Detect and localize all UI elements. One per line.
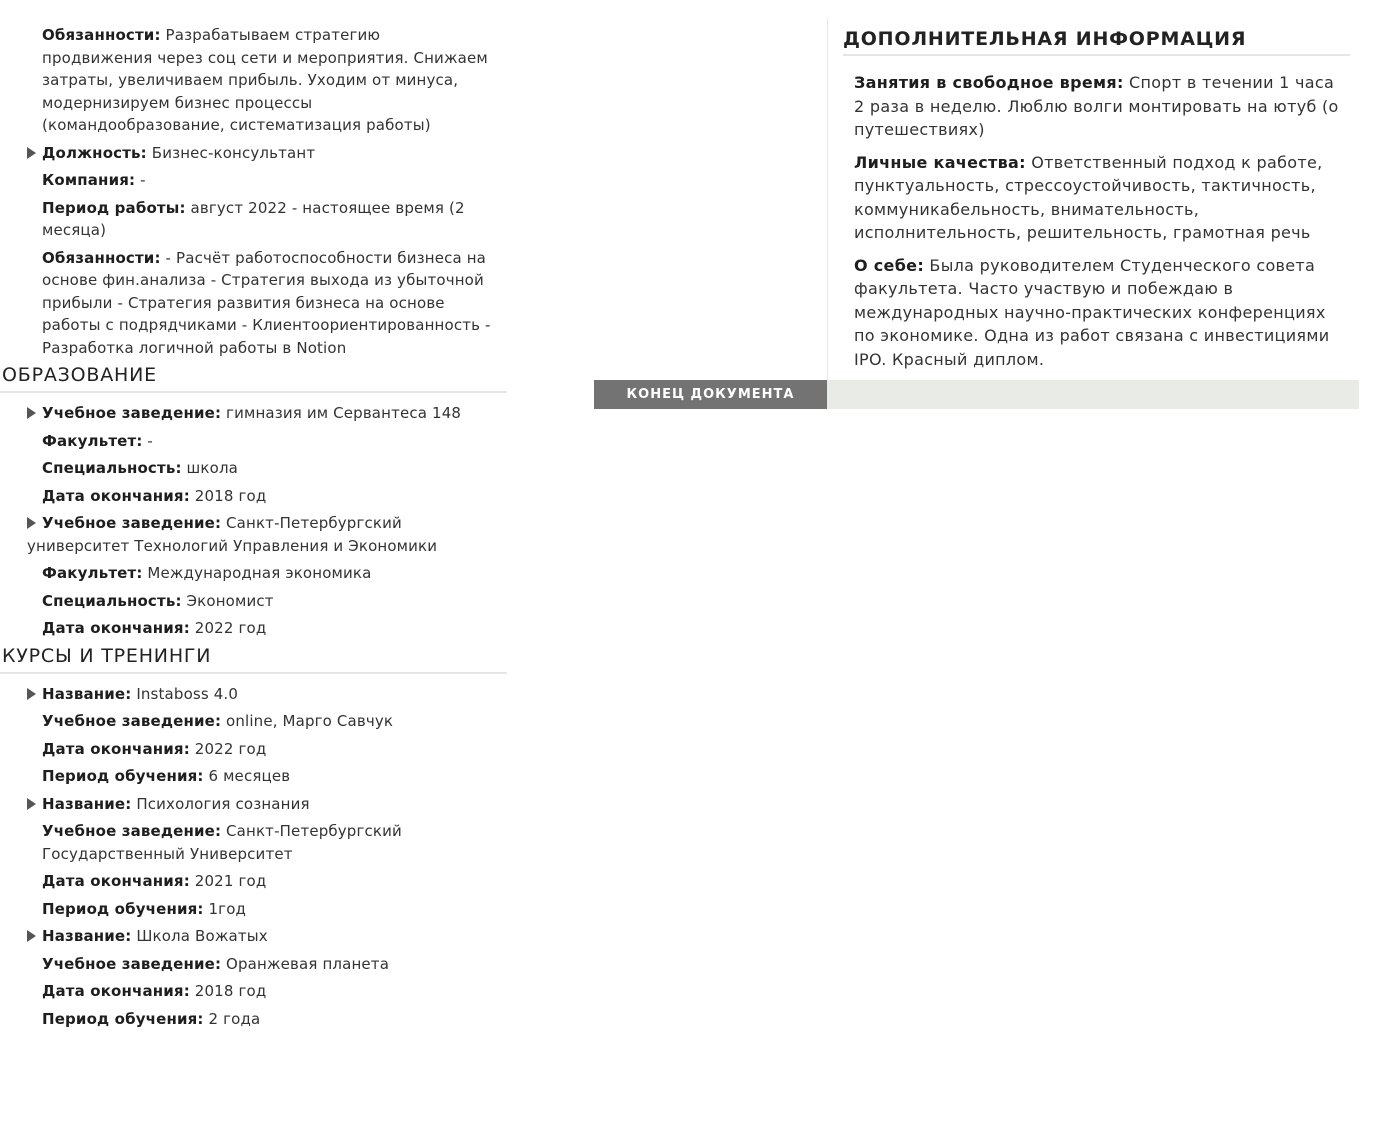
course-end-date-item: Дата окончания: 2018 год (42, 982, 267, 1000)
education-title: ОБРАЗОВАНИЕ (0, 364, 507, 393)
additional-info-title: ДОПОЛНИТЕЛЬНАЯ ИНФОРМАЦИЯ (843, 28, 1350, 56)
course-institution-item: Учебное заведение: online, Марго Савчук (42, 712, 394, 730)
course-period-item: Период обучения: 2 года (42, 1009, 261, 1028)
course-end-date-item: Дата окончания: 2021 год (42, 872, 267, 890)
document-end-bar (594, 380, 1359, 409)
position-item: Должность: Бизнес-консультант (0, 142, 507, 165)
institution-item: Учебное заведение: гимназия им Сервантеса 148 (0, 402, 507, 425)
course-institution-item: Учебное заведение: Санкт-Петербургский Государственный Университет (42, 822, 402, 863)
right-column (827, 18, 1350, 380)
left-column (0, 24, 507, 1035)
course-name-item: Название: Instaboss 4.0 (0, 683, 507, 706)
document-end-label: КОНЕЦ ДОКУМЕНТА (594, 380, 827, 409)
faculty-item: Факультет: Международная экономика (42, 564, 372, 582)
triangle-bullet-icon (27, 517, 36, 529)
triangle-bullet-icon (27, 407, 36, 419)
education-section (0, 364, 507, 640)
faculty-item: Факультет: - (42, 431, 153, 450)
institution-item: Учебное заведение: Санкт-Петербургский университет Технологий Управления и Экономики (27, 514, 438, 555)
courses-section (0, 645, 507, 1031)
course-end-date-item: Дата окончания: 2022 год (42, 739, 267, 758)
hobbies-item: Занятия в свободное время: Спорт в течении 1 часа 2 раза в неделю. Люблю волги монтировать на ютуб (о путешествиях) (854, 73, 1339, 139)
personal-qualities-item: Личные качества: Ответственный подход к работе, пунктуальность, стрессоустойчивость, тактичность, коммуникабельность, внимательность, исполнительность, решительность, грамотная речь (854, 152, 1323, 242)
about-me-item: О себе: Была руководителем Студенческого совета факультета. Часто участвую и побеждаю в международных научно-практических конференциях по экономике. Одна из работ связана с инвестициями IPO. Красный диплом. (854, 255, 1330, 369)
course-name-item: Название: Школа Вожатых (0, 925, 507, 948)
duties-item: Обязанности: Разрабатываем стратегию продвижения через соц сети и мероприятия. Снижаем затраты, увеличиваем прибыль. Уходим от минуса, модернизируем бизнес процессы (командообразование, систематизация работы) (42, 26, 488, 134)
graduation-date-item: Дата окончания: 2018 год (42, 486, 267, 505)
course-institution-item: Учебное заведение: Оранжевая планета (42, 954, 390, 973)
triangle-bullet-icon (27, 930, 36, 942)
company-item: Компания: - (42, 171, 146, 189)
course-name-item: Название: Психология сознания (0, 793, 507, 816)
graduation-date-item: Дата окончания: 2022 год (42, 619, 267, 637)
specialty-item: Специальность: Экономист (42, 591, 274, 610)
courses-title: КУРСЫ И ТРЕНИНГИ (0, 645, 507, 674)
triangle-bullet-icon (27, 147, 36, 159)
triangle-bullet-icon (27, 688, 36, 700)
triangle-bullet-icon (27, 798, 36, 810)
work-period-item: Период работы: август 2022 - настоящее время (2 месяца) (42, 198, 465, 239)
course-period-item: Период обучения: 6 месяцев (42, 767, 291, 785)
duties-item: Обязанности: - Расчёт работоспособности бизнеса на основе фин.анализа - Стратегия выхода из убыточной прибыли - Стратегия развития бизнеса на основе работы с подрядчиками - Клиентоориентированность - Разработка логичной работы в Notion (42, 248, 491, 357)
course-period-item: Период обучения: 1год (42, 899, 247, 918)
specialty-item: Специальность: школа (42, 459, 239, 477)
